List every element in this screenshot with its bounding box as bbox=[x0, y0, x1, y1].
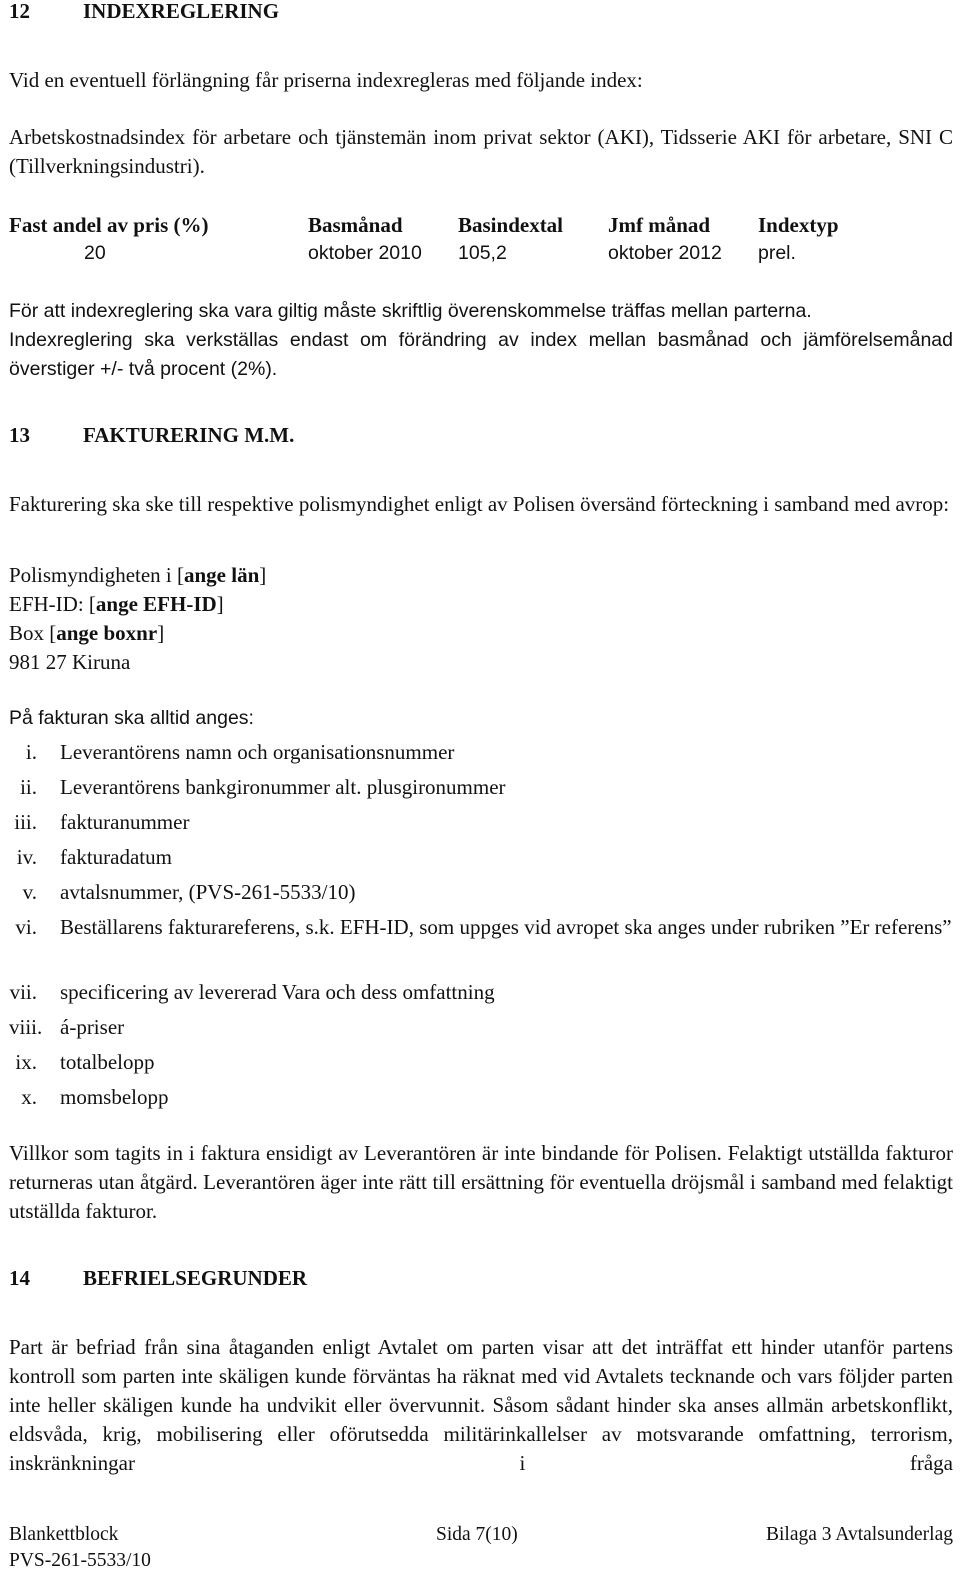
address-line bbox=[9, 590, 953, 619]
placeholder-text: ange län bbox=[184, 563, 260, 587]
index-note-2: Indexreglering ska verkställas endast om förändring av index mellan basmånad och jämförelsemånad överstiger +/- två procent (2%). bbox=[9, 329, 953, 380]
section-title: BEFRIELSEGRUNDER bbox=[83, 1266, 308, 1290]
index-table-header bbox=[9, 211, 953, 240]
list-number: ii. bbox=[20, 775, 37, 799]
address-text: ] bbox=[259, 563, 267, 587]
list-text: fakturadatum bbox=[60, 845, 172, 869]
list-number: v. bbox=[22, 880, 37, 904]
list-number: i. bbox=[25, 740, 37, 764]
list-text: Beställarens fakturareferens, s.k. EFH-ID, som uppges vid avropet ska anges under rubriken ”Er referens” bbox=[60, 915, 952, 939]
footer-left: Blankettblock bbox=[9, 1524, 119, 1545]
address-line: 981 27 Kiruna bbox=[9, 650, 131, 674]
page-number: Sida 7(10) bbox=[436, 1524, 518, 1545]
list-text: momsbelopp bbox=[60, 1085, 169, 1109]
section-title: FAKTURERING M.M. bbox=[83, 423, 295, 447]
list-text: avtalsnummer, (PVS-261-5533/10) bbox=[60, 880, 356, 904]
list-text: á-priser bbox=[60, 1015, 125, 1039]
footer-right: Bilaga 3 Avtalsunderlag bbox=[765, 1524, 953, 1545]
list-text: totalbelopp bbox=[60, 1050, 155, 1074]
header-cell: Basindextal bbox=[458, 213, 564, 237]
placeholder-text: ange EFH-ID bbox=[95, 592, 217, 616]
header-cell: Indextyp bbox=[758, 213, 839, 237]
section-12-heading bbox=[9, 0, 953, 26]
table-cell: oktober 2010 bbox=[308, 242, 422, 264]
list-text: Leverantörens namn och organisationsnummer bbox=[60, 740, 455, 764]
section-13-intro: Fakturering ska ske till respektive polismyndighet enligt av Polisen översänd förteckning i samband med avrop: bbox=[9, 492, 950, 516]
address-text: EFH-ID: [ bbox=[9, 592, 96, 616]
table-cell: 105,2 bbox=[458, 242, 507, 264]
list-number: ix. bbox=[15, 1050, 37, 1074]
table-cell: prel. bbox=[758, 242, 796, 264]
section-13-closing: Villkor som tagits in i faktura ensidigt av Leverantören är inte bindande för Polisen. Felaktigt utställda fakturor returneras utan åtgärd. Leverantören äger inte rätt till ersättning för eventuella dröjsmål i samband med felaktigt utställda fakturor. bbox=[9, 1141, 953, 1223]
index-table-row bbox=[9, 239, 953, 268]
header-cell: Basmånad bbox=[308, 213, 403, 237]
section-number: 12 bbox=[9, 0, 30, 23]
section-14-body: Part är befriad från sina åtaganden enligt Avtalet om parten visar att det inträffat ett hinder utanför partens kontroll som parten inte skäligen kunde förväntas ha räknat med vid Avtalets tecknande och vars följder parten inte heller skäligen kunde ha undvikit eller övervunnit. Såsom sådant hinder ska anses allmän arbetskonflikt, eldsvåda, krig, mobilisering eller oförutsedda militärinkallelser av motsvarande omfattning, terrorism, inskränkningar i fråga bbox=[9, 1335, 953, 1475]
section-13-heading bbox=[9, 421, 953, 450]
placeholder-text: ange boxnr bbox=[56, 621, 158, 645]
table-cell: 20 bbox=[84, 242, 106, 264]
list-number: iii. bbox=[14, 810, 37, 834]
section-title: INDEXREGLERING bbox=[83, 0, 280, 23]
list-number: iv. bbox=[16, 845, 37, 869]
section-14-heading bbox=[9, 1264, 953, 1293]
address-text: Box [ bbox=[9, 621, 57, 645]
address-line bbox=[9, 561, 953, 590]
list-number: vii. bbox=[9, 980, 37, 1004]
list-text: specificering av levererad Vara och dess omfattning bbox=[60, 980, 495, 1004]
address-line bbox=[9, 619, 953, 648]
list-intro: På fakturan ska alltid anges: bbox=[9, 707, 254, 729]
list-number: vi. bbox=[15, 915, 37, 939]
section-number: 14 bbox=[9, 1266, 30, 1290]
address-text: Polismyndigheten i [ bbox=[9, 563, 184, 587]
list-text: Leverantörens bankgironummer alt. plusgironummer bbox=[60, 775, 506, 799]
list-number: x. bbox=[21, 1085, 37, 1109]
list-text: fakturanummer bbox=[60, 810, 190, 834]
list-number: viii. bbox=[9, 1015, 43, 1039]
index-note-1: För att indexreglering ska vara giltig måste skriftlig överenskommelse träffas mellan parterna. bbox=[9, 300, 812, 322]
header-cell: Jmf månad bbox=[608, 213, 711, 237]
document-reference: PVS-261-5533/10 bbox=[9, 1550, 151, 1571]
address-text: ] bbox=[157, 621, 165, 645]
header-cell: Fast andel av pris (%) bbox=[9, 213, 209, 237]
index-description: Arbetskostnadsindex för arbetare och tjänstemän inom privat sektor (AKI), Tidsserie AKI för arbetare, SNI C (Tillverkningsindustri). bbox=[9, 125, 953, 178]
index-table bbox=[9, 211, 953, 269]
table-cell: oktober 2012 bbox=[608, 242, 722, 264]
address-text: ] bbox=[216, 592, 224, 616]
section-number: 13 bbox=[9, 423, 30, 447]
invoice-address bbox=[9, 561, 953, 677]
section-12-intro: Vid en eventuell förlängning får priserna indexregleras med följande index: bbox=[9, 68, 643, 92]
